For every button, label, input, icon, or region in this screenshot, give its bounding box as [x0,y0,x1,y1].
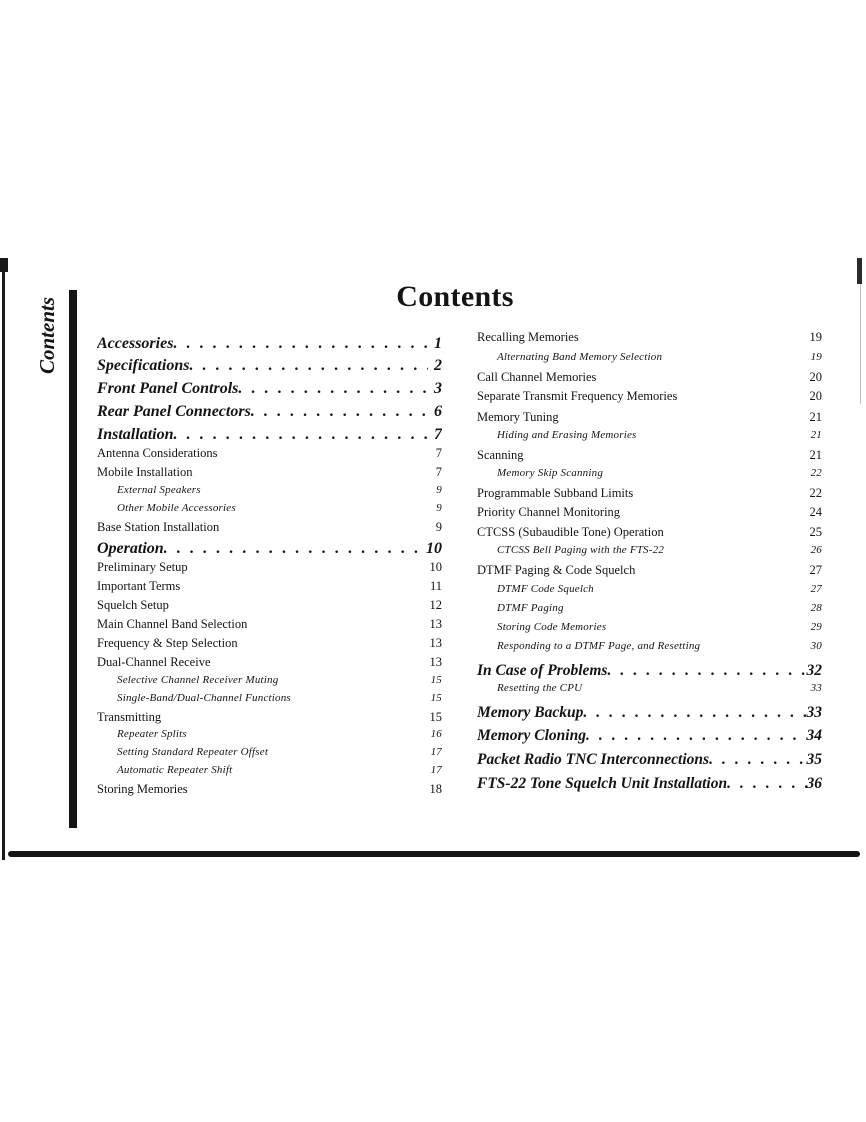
toc-dot-leader [173,335,428,353]
toc-entry-title: Antenna Considerations [97,446,218,460]
toc-entry [477,505,822,520]
toc-entry-title: FTS-22 Tone Squelch Unit Installation [477,775,728,792]
toc-dot-leader [727,775,806,793]
toc-entry-title: Setting Standard Repeater Offset [117,746,269,758]
toc-dot-leader [189,357,428,375]
toc-entry-page: 21 [810,429,822,441]
toc-entry-title: Storing Code Memories [497,621,607,633]
toc-entry [97,357,442,375]
toc-entry [477,583,822,595]
toc-entry [97,692,442,704]
toc-dot-leader [709,751,806,769]
toc-entry-title: Recalling Memories [477,330,579,344]
toc-entry-title: Priority Channel Monitoring [477,505,621,519]
toc-entry-title: Programmable Subband Limits [477,486,634,500]
toc-entry-page: 7 [435,446,442,460]
toc-entry-page: 11 [429,579,442,593]
toc-entry-page: 13 [429,655,442,669]
toc-entry-page: 35 [806,751,822,768]
toc-entry-title: Automatic Repeater Shift [117,764,233,776]
toc-entry [97,746,442,758]
toc-entry-page: 17 [430,764,442,776]
toc-entry [477,429,822,441]
toc-entry-title: CTCSS Bell Paging with the FTS-22 [497,544,665,556]
toc-entry-page: 10 [426,540,442,557]
toc-entry-title: In Case of Problems [477,662,608,679]
toc-entry-page: 13 [429,636,442,650]
toc-entry-page: 27 [810,583,822,595]
toc-entry-title: CTCSS (Subaudible Tone) Operation [477,525,664,539]
toc-entry-page: 15 [429,710,442,724]
page-left-edge [2,258,5,860]
toc-entry-title: Accessories [97,335,174,352]
toc-entry-page: 6 [434,403,442,420]
side-tab [32,290,64,380]
toc-entry-page: 36 [806,775,822,792]
toc-entry-title: Resetting the CPU [497,682,583,694]
toc-entry [477,662,822,680]
toc-dot-leader [607,662,806,680]
toc-entry-page: 26 [810,544,822,556]
toc-entry-page: 20 [809,370,822,384]
toc-entry [477,640,822,652]
toc-entry-title: Base Station Installation [97,520,220,534]
toc-entry-page: 33 [806,704,822,721]
toc-entry-title: Memory Cloning [477,727,586,744]
toc-dot-leader [586,727,807,745]
toc-entry-page: 24 [809,505,822,519]
toc-entry [97,728,442,740]
toc-entry-page: 34 [806,727,822,744]
toc-entry [477,775,822,793]
toc-entry-title: Operation [97,540,164,557]
toc-entry [477,370,822,385]
toc-entry-page: 3 [434,380,442,397]
toc-entry [477,351,822,363]
toc-entry-title: Repeater Splits [117,728,187,740]
toc-entry-title: Dual-Channel Receive [97,655,211,669]
toc-entry-page: 21 [809,410,822,424]
toc-entry-title: Preliminary Setup [97,560,188,574]
toc-entry [97,502,442,514]
toc-entry-title: Main Channel Band Selection [97,617,248,631]
toc-entry-page: 25 [809,525,822,539]
toc-entry [97,598,442,613]
page-right-edge-shadow [860,284,861,404]
toc-entry-title: Alternating Band Memory Selection [497,351,663,363]
toc-entry-page: 29 [810,621,822,633]
toc-entry [97,636,442,651]
toc-entry [477,563,822,578]
toc-entry-title: Separate Transmit Frequency Memories [477,389,678,403]
toc-entry [97,380,442,398]
toc-entry-title: DTMF Paging [497,602,564,614]
toc-entry [97,579,442,594]
toc-entry-page: 33 [810,682,822,694]
toc-entry-title: Storing Memories [97,782,188,796]
toc-entry-page: 17 [430,746,442,758]
toc-entry [97,484,442,496]
toc-entry [97,710,442,725]
toc-entry-title: Packet Radio TNC Interconnections [477,751,710,768]
toc-entry [97,540,442,558]
toc-entry [97,426,442,444]
toc-entry [97,520,442,535]
toc-entry-page: 20 [809,389,822,403]
toc-entry [477,704,822,722]
toc-entry-title: Memory Backup [477,704,584,721]
toc-entry [477,410,822,425]
toc-entry-page: 19 [810,351,822,363]
toc-entry-page: 22 [809,486,822,500]
toc-entry-page: 28 [810,602,822,614]
toc-dot-leader [583,704,806,722]
toc-entry [477,448,822,463]
toc-entry-title: Important Terms [97,579,181,593]
toc-entry-title: Squelch Setup [97,598,169,612]
toc-entry-page: 21 [809,448,822,462]
toc-entry [477,751,822,769]
toc-entry [97,617,442,632]
toc-entry-title: Memory Tuning [477,410,559,424]
toc-entry-title: Memory Skip Scanning [497,467,604,479]
toc-entry-page: 16 [430,728,442,740]
toc-dot-leader [173,426,428,444]
toc-entry-page: 27 [809,563,822,577]
toc-entry [97,560,442,575]
toc-entry [97,335,442,353]
toc-entry-page: 13 [429,617,442,631]
toc-entry-title: External Speakers [117,484,201,496]
toc-entry-title: Installation [97,426,174,443]
toc-entry [477,330,822,345]
toc-entry [97,674,442,686]
toc-entry-title: Specifications [97,357,190,374]
toc-entry [477,602,822,614]
toc-entry-page: 7 [435,465,442,479]
toc-entry [97,764,442,776]
toc-entry [477,525,822,540]
toc-dot-leader [251,403,428,421]
toc-entry-page: 15 [430,692,442,704]
toc-entry-page: 9 [435,520,442,534]
toc-entry-page: 9 [436,502,442,514]
toc-entry-page: 2 [434,357,442,374]
toc-entry-title: Front Panel Controls [97,380,239,397]
toc-entry-title: Other Mobile Accessories [117,502,236,514]
toc-dot-leader [164,540,426,558]
toc-entry-page: 32 [806,662,822,679]
toc-entry-title: Frequency & Step Selection [97,636,238,650]
page-left-edge-tick [0,258,8,272]
bottom-rule [8,851,860,857]
toc-entry-title: Mobile Installation [97,465,193,479]
toc-entry [97,655,442,670]
toc-entry-title: DTMF Paging & Code Squelch [477,563,636,577]
toc-entry-title: Hiding and Erasing Memories [497,429,637,441]
toc-entry-page: 18 [429,782,442,796]
toc-entry-page: 15 [430,674,442,686]
toc-entry-title: Responding to a DTMF Page, and Resetting [497,640,701,652]
toc-entry [477,486,822,501]
toc-entry-page: 7 [434,426,442,443]
toc-entry [97,403,442,421]
toc-entry-title: Transmitting [97,710,162,724]
toc-entry-title: Call Channel Memories [477,370,597,384]
side-bar [69,290,77,828]
toc-entry-title: Rear Panel Connectors [97,403,251,420]
toc-entry [97,446,442,461]
toc-entry-page: 22 [810,467,822,479]
toc-entry [97,465,442,480]
toc-entry [477,544,822,556]
toc-entry [477,621,822,633]
toc-entry [477,467,822,479]
toc-entry-page: 1 [434,335,442,352]
toc-entry [477,727,822,745]
toc-entry-page: 19 [809,330,822,344]
toc-entry-page: 30 [810,640,822,652]
toc-entry [97,782,442,797]
toc-entry-page: 12 [429,598,442,612]
page-title: Contents [396,280,514,313]
toc-entry-page: 9 [436,484,442,496]
side-tab-label: Contents [35,296,60,374]
toc-entry-title: Selective Channel Receiver Muting [117,674,279,686]
toc-entry-title: Scanning [477,448,524,462]
toc-entry-title: Single-Band/Dual-Channel Functions [117,692,291,704]
toc-entry-title: DTMF Code Squelch [497,583,594,595]
toc-entry [477,389,822,404]
page-right-edge-tick [857,258,862,284]
toc-dot-leader [238,380,428,398]
toc-entry-page: 10 [429,560,442,574]
toc-entry [477,682,822,694]
